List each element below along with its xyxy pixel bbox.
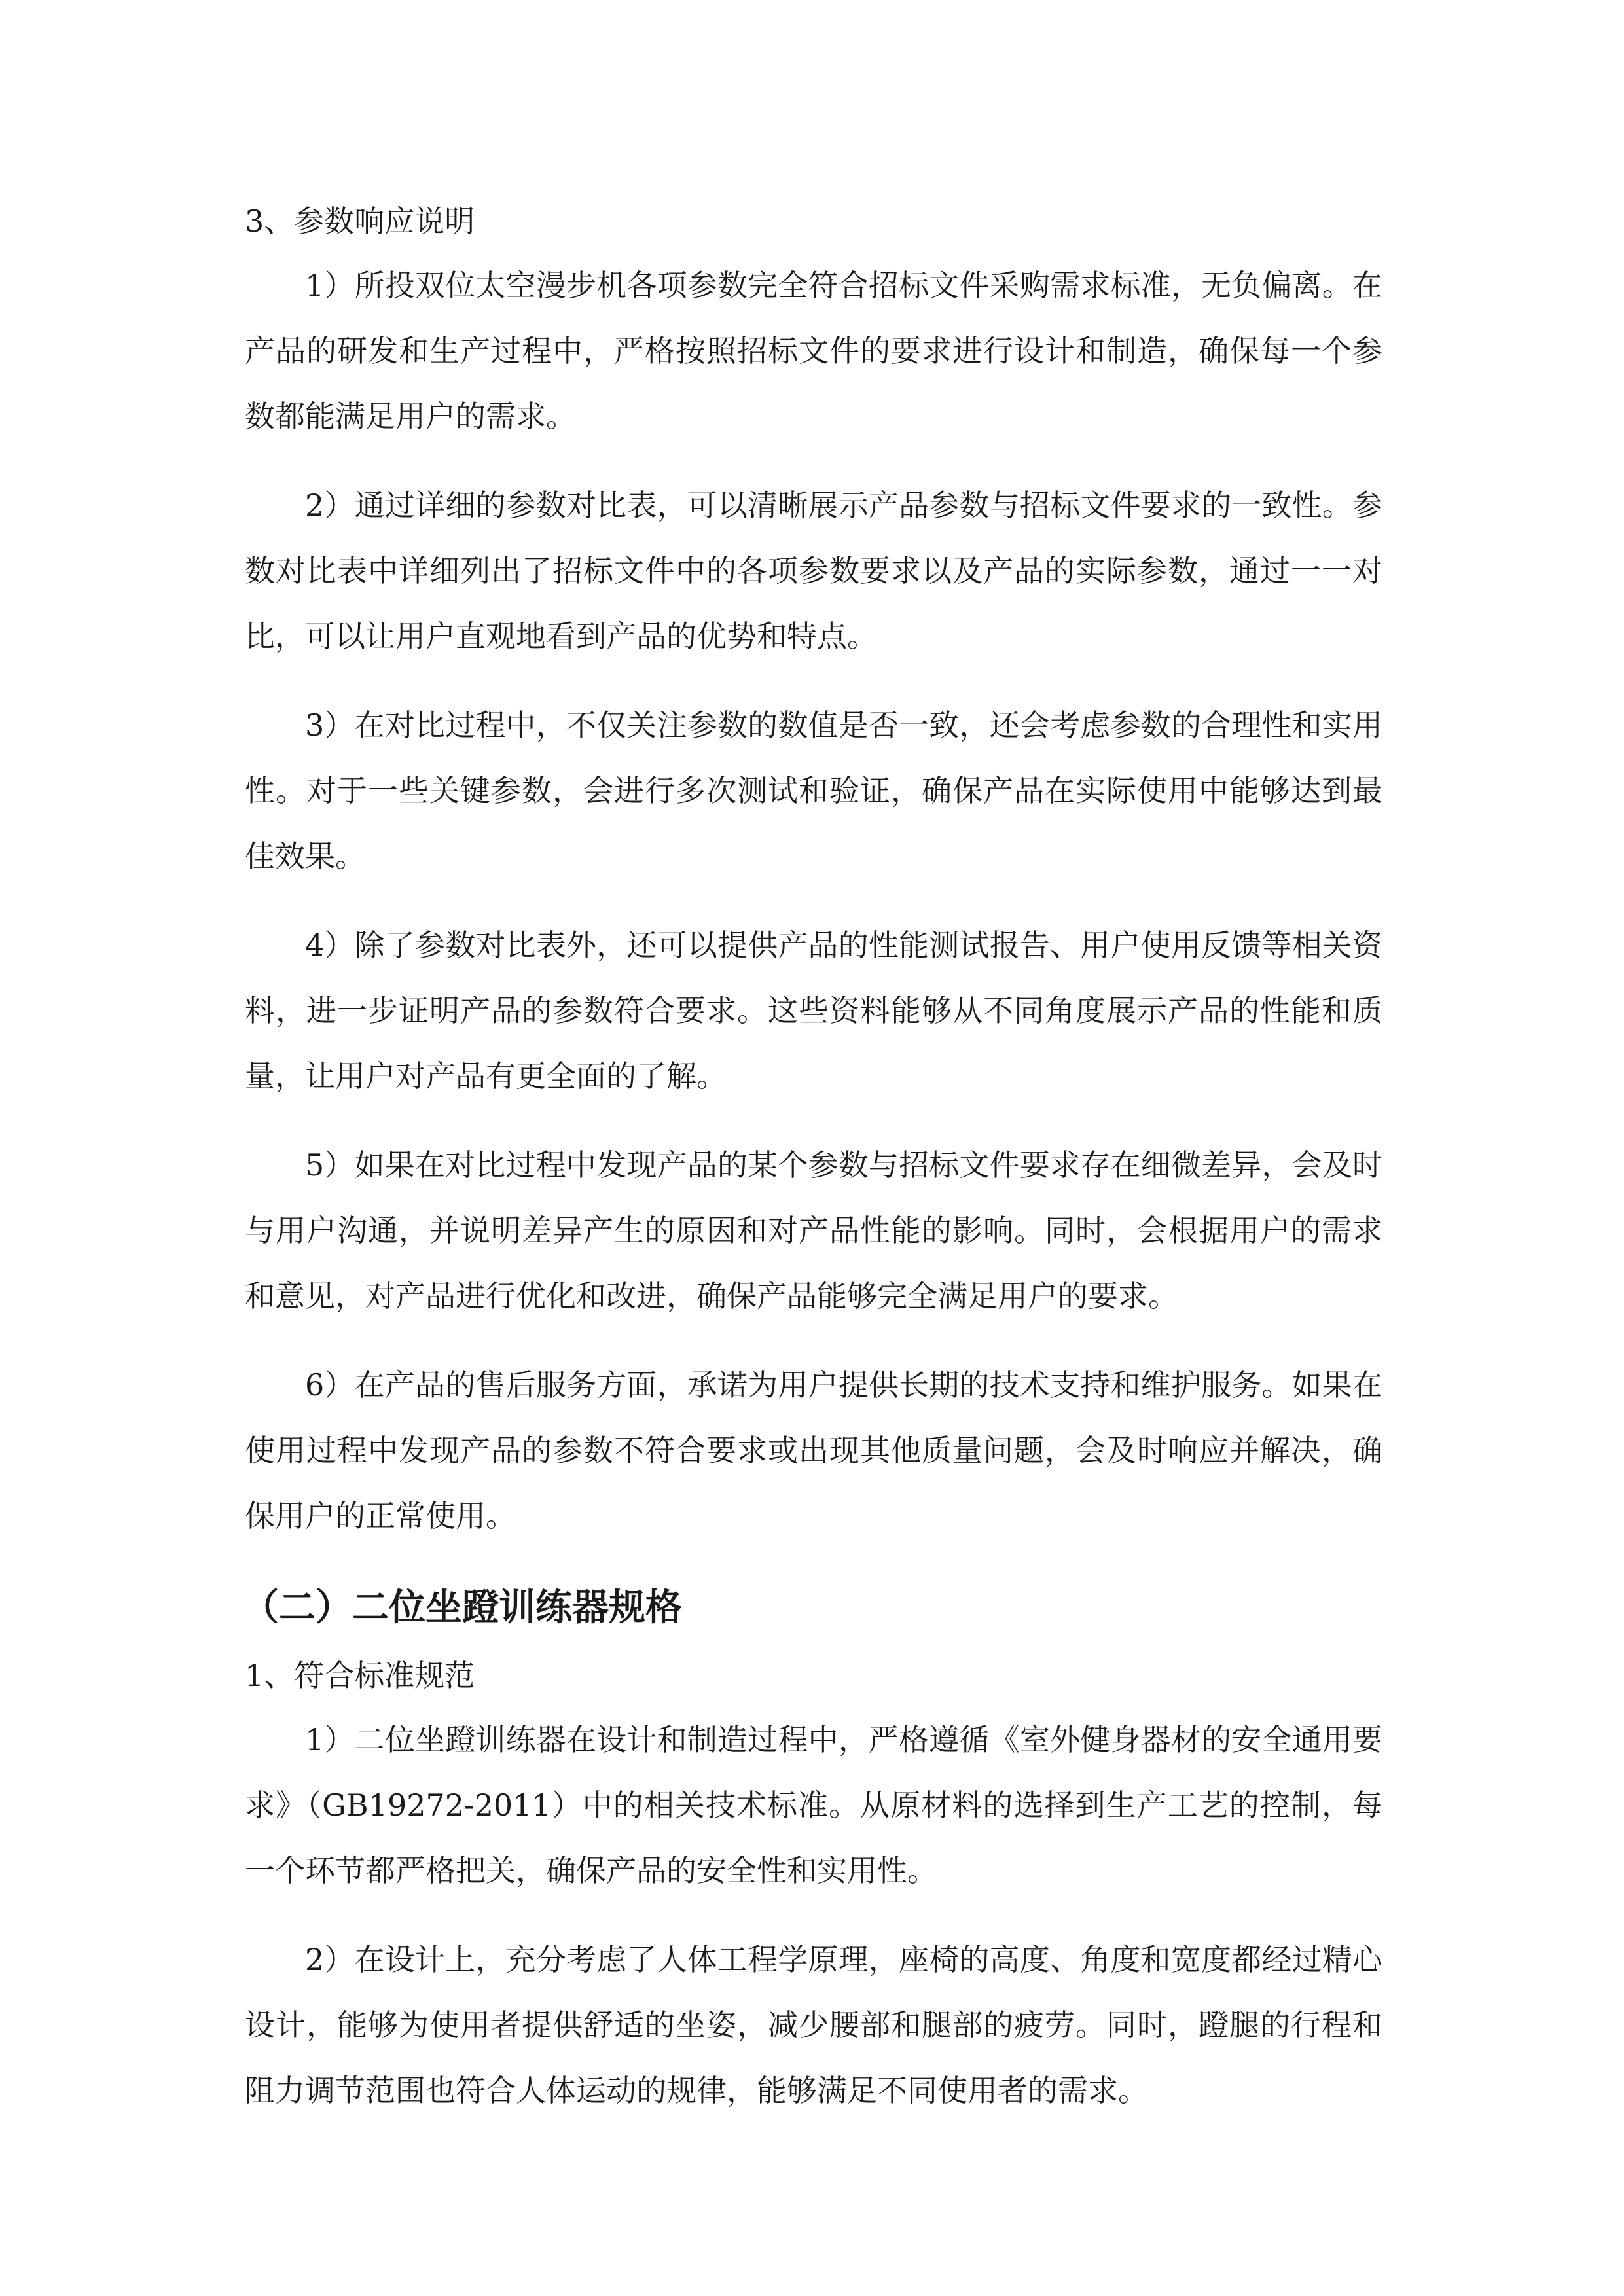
paragraph: 2）通过详细的参数对比表，可以清晰展示产品参数与招标文件要求的一致性。参数对比表中详细列出了招标文件中的各项参数要求以及产品的实际参数，通过一一对比，可以让用户直观地看到产品的优势和特点。 <box>245 488 1382 654</box>
paragraph: 1）所投双位太空漫步机各项参数完全符合招标文件采购需求标准，无负偏离。在产品的研发和生产过程中，严格按照招标文件的要求进行设计和制造，确保每一个参数都能满足用户的需求。 <box>245 268 1382 434</box>
subheading-parameter-response: 3、参数响应说明 <box>245 204 475 239</box>
subheading-standards-compliance: 1、符合标准规范 <box>245 1658 475 1693</box>
section-title-seated-leg-press: （二）二位坐蹬训练器规格 <box>242 1587 682 1629</box>
paragraph: 2）在设计上，充分考虑了人体工程学原理，座椅的高度、角度和宽度都经过精心设计，能够为使用者提供舒适的坐姿，减少腰部和腿部的疲劳。同时，蹬腿的行程和阻力调节范围也符合人体运动的规律，能够满足不同使用者的需求。 <box>245 1942 1382 2108</box>
paragraph: 4）除了参数对比表外，还可以提供产品的性能测试报告、用户使用反馈等相关资料，进一步证明产品的参数符合要求。这些资料能够从不同角度展示产品的性能和质量，让用户对产品有更全面的了解。 <box>245 927 1382 1094</box>
paragraph: 1）二位坐蹬训练器在设计和制造过程中，严格遵循《室外健身器材的安全通用要求》（GB19272-2011）中的相关技术标准。从原材料的选择到生产工艺的控制，每一个环节都严格把关，确保产品的安全性和实用性。 <box>245 1722 1382 1888</box>
paragraph: 6）在产品的售后服务方面，承诺为用户提供长期的技术支持和维护服务。如果在使用过程中发现产品的参数不符合要求或出现其他质量问题，会及时响应并解决，确保用户的正常使用。 <box>245 1367 1382 1534</box>
document-body <box>242 190 1382 2147</box>
paragraph: 3）在对比过程中，不仅关注参数的数值是否一致，还会考虑参数的合理性和实用性。对于一些关键参数，会进行多次测试和验证，确保产品在实际使用中能够达到最佳效果。 <box>245 708 1382 874</box>
paragraph: 5）如果在对比过程中发现产品的某个参数与招标文件要求存在细微差异，会及时与用户沟通，并说明差异产生的原因和对产品性能的影响。同时，会根据用户的需求和意见，对产品进行优化和改进，确保产品能够完全满足用户的要求。 <box>245 1147 1382 1314</box>
